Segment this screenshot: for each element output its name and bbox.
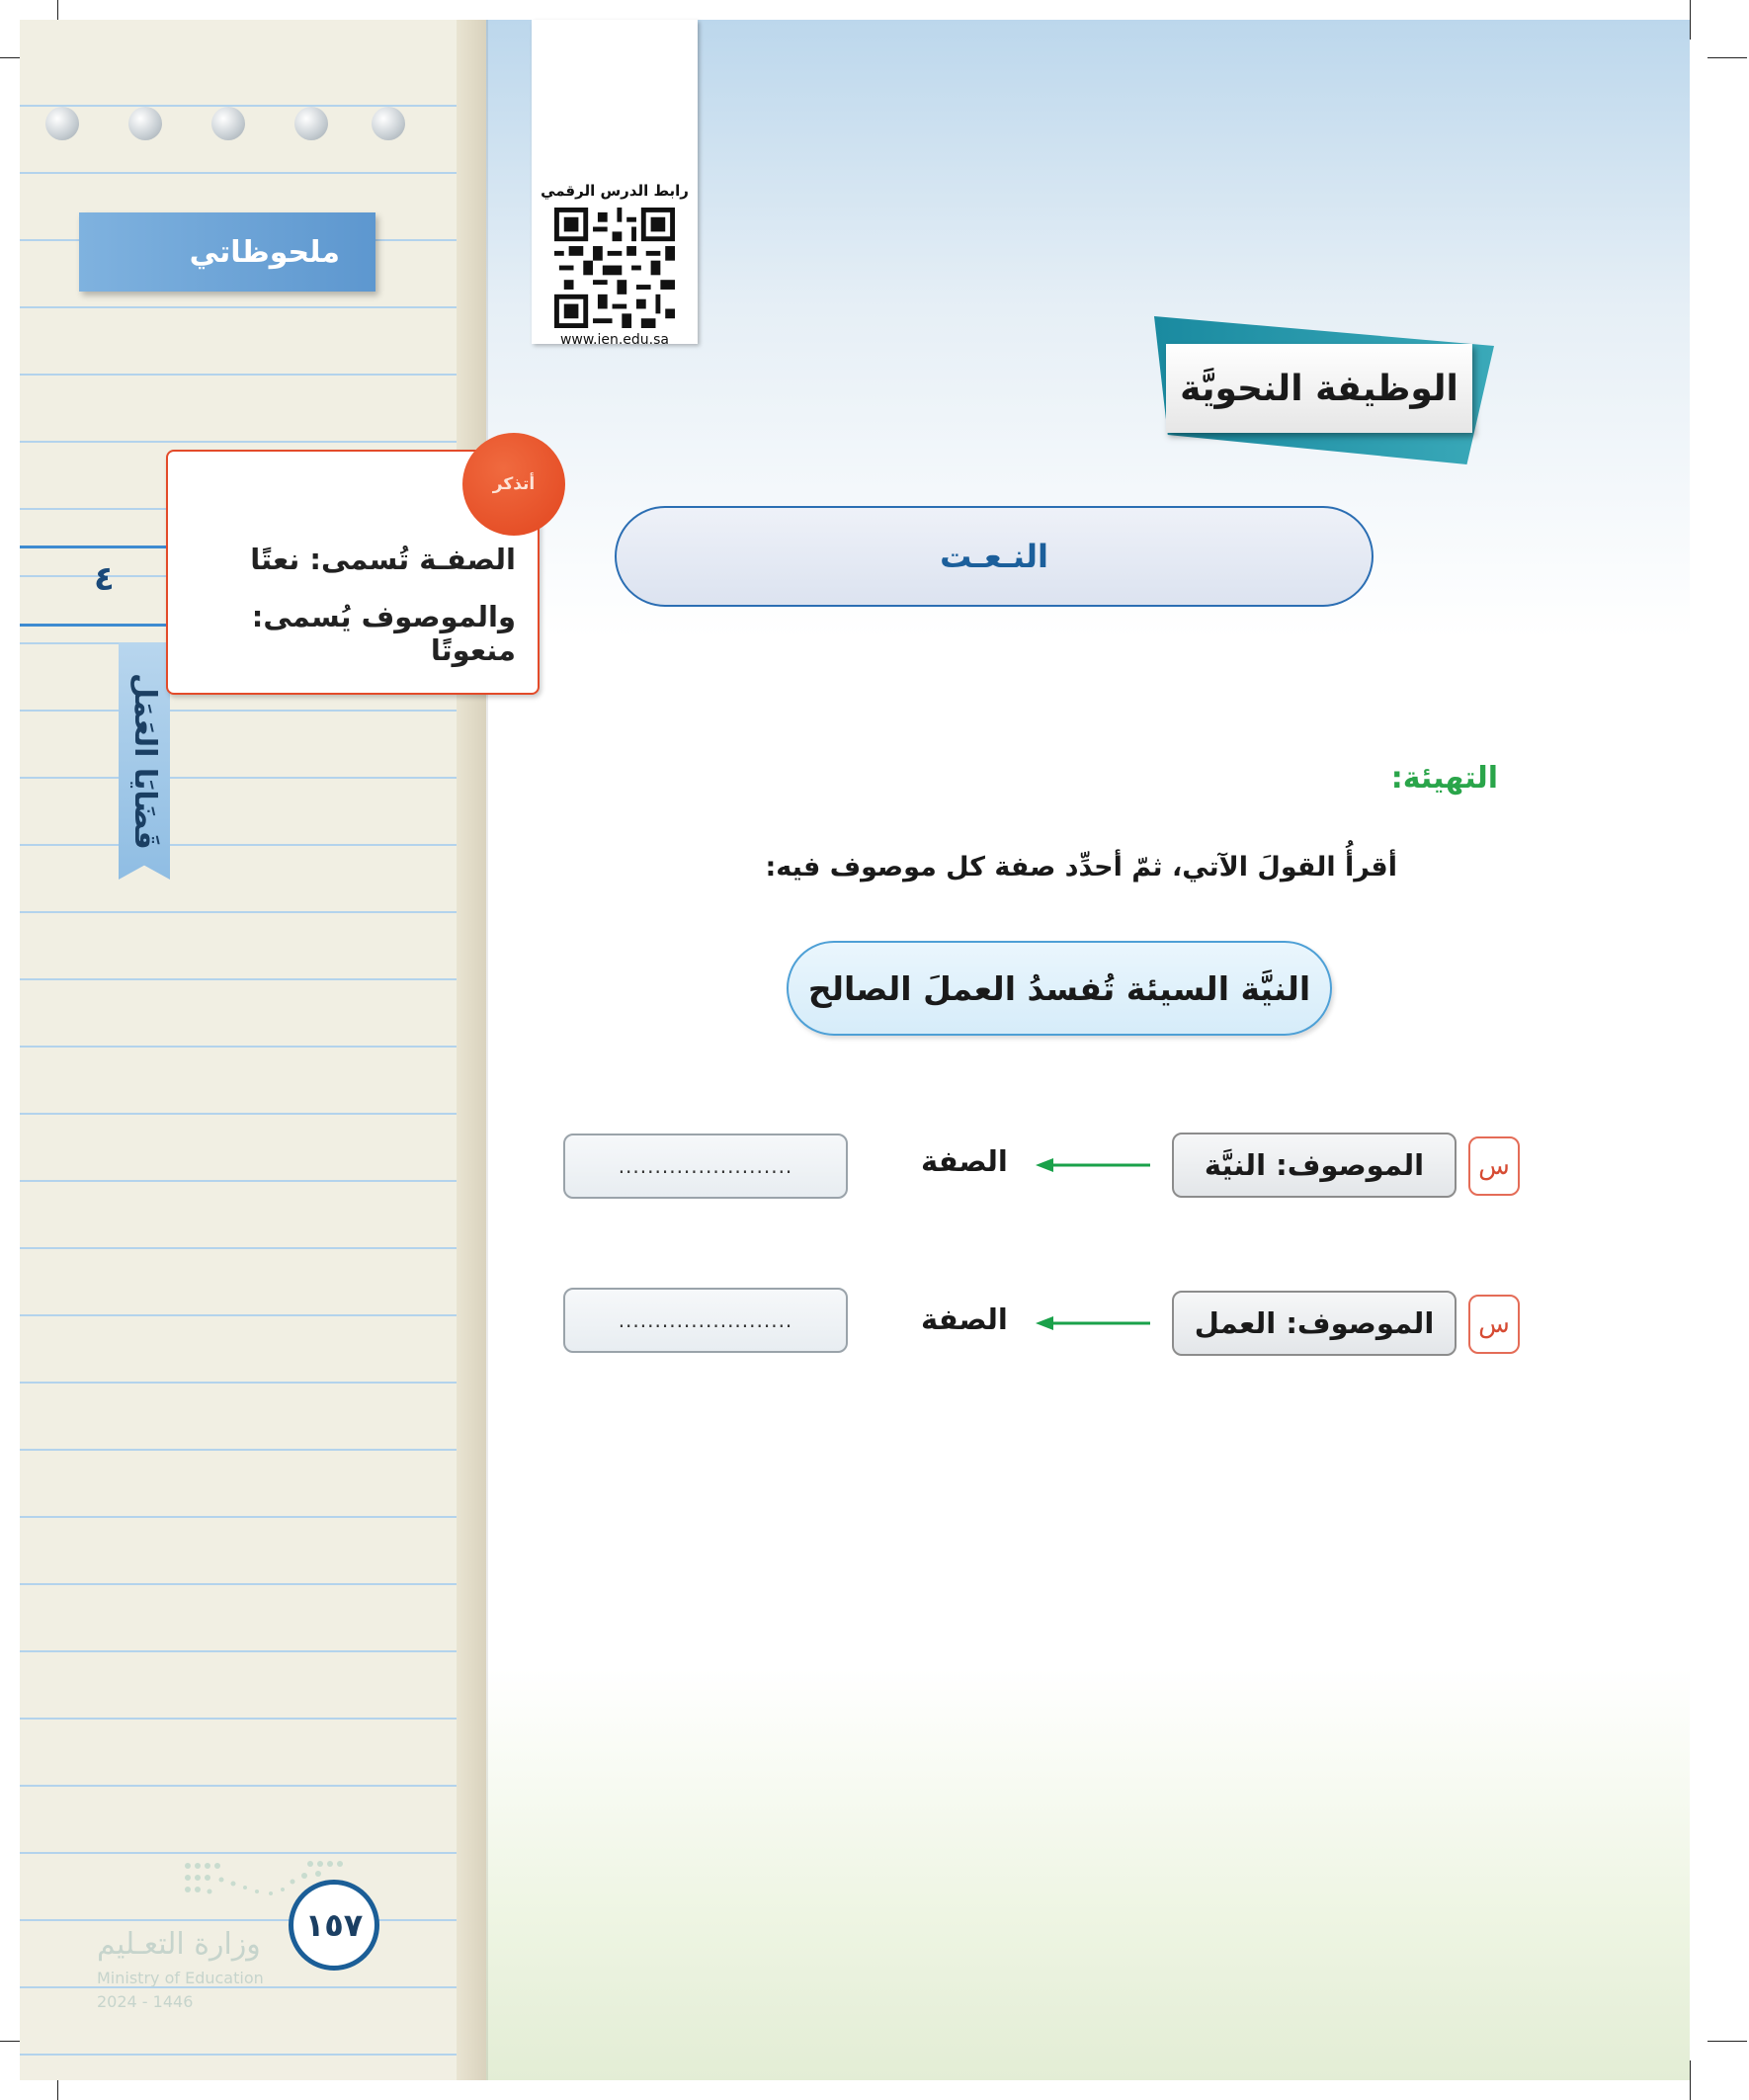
adjective-label: الصفة — [921, 1144, 1008, 1178]
qr-label: رابط الدرس الرقمي — [541, 182, 689, 200]
quote-text: النيَّة السيئة تُفسدُ العملَ الصالح — [807, 968, 1311, 1008]
unit-number: ٤ — [94, 559, 115, 599]
crop-mark — [1690, 0, 1691, 40]
answer-placeholder: ........................ — [618, 1154, 793, 1178]
lesson-title-box — [615, 506, 1374, 607]
described-box — [1172, 1133, 1457, 1198]
ministry-name-en: Ministry of Education — [97, 1969, 264, 1987]
section-banner — [1166, 344, 1472, 433]
described-text: الموصوف: النيَّة — [1204, 1148, 1425, 1182]
answer-placeholder: ........................ — [618, 1308, 793, 1332]
notes-tab: ملحوظاتي — [79, 212, 375, 292]
quote-box — [787, 941, 1332, 1036]
notes-sidebar — [20, 20, 466, 2080]
crop-mark — [1707, 2041, 1747, 2042]
binder-ring — [45, 107, 79, 140]
answer-field[interactable] — [563, 1288, 848, 1353]
notes-sidebar-edge — [457, 20, 486, 2080]
section-title: الوظيفة النحويَّة — [1180, 368, 1458, 409]
remember-line-2: والموصوف يُسمى: منعوتًا — [251, 600, 516, 667]
qr-code-icon — [554, 208, 675, 328]
warmup-label: التهيئة: — [1390, 761, 1498, 796]
page-number: ١٥٧ — [289, 1880, 379, 1971]
unit-title: قَضَايَا العَمَل — [127, 672, 162, 850]
qr-card[interactable] — [532, 20, 698, 348]
lesson-title: النـعـت — [940, 538, 1048, 575]
described-box — [1172, 1291, 1457, 1356]
remember-badge: أتذكر — [462, 433, 565, 536]
remember-line-1: الصفـة تُسمى: نعتًا — [250, 543, 516, 576]
binder-ring — [372, 107, 405, 140]
binder-ring — [211, 107, 245, 140]
ministry-year: 2024 - 1446 — [97, 1992, 194, 2011]
binder-ring — [128, 107, 162, 140]
qr-url[interactable]: www.ien.edu.sa — [559, 332, 670, 348]
answer-field[interactable] — [563, 1134, 848, 1199]
arrow-left-icon — [1034, 1155, 1152, 1175]
crop-mark — [1707, 57, 1747, 58]
adjective-label: الصفة — [921, 1302, 1008, 1336]
warmup-instruction: أقرأُ القولَ الآتي، ثمّ أحدِّد صفة كل موصوف فيه: — [765, 852, 1397, 882]
described-text: الموصوف: العمل — [1194, 1306, 1435, 1340]
ministry-name-ar: وزارة التعـليم — [97, 1927, 261, 1962]
question-badge: س — [1468, 1136, 1520, 1196]
question-badge: س — [1468, 1295, 1520, 1354]
arrow-left-icon — [1034, 1313, 1152, 1333]
crop-mark — [1690, 2060, 1691, 2100]
binder-ring — [294, 107, 328, 140]
